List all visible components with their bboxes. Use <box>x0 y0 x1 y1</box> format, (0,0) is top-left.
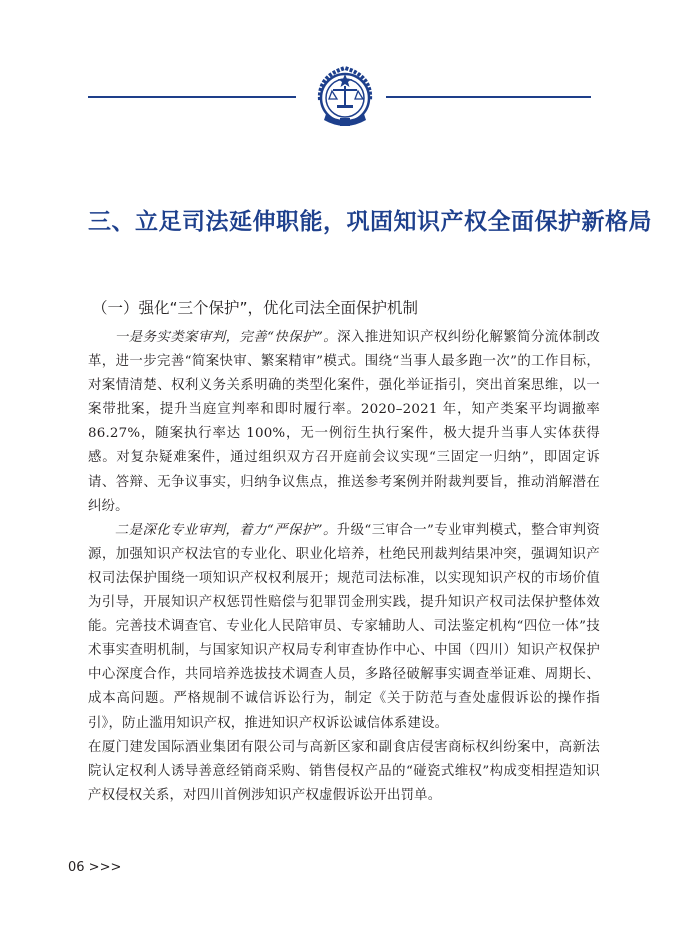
paragraph-1 <box>88 326 600 519</box>
body-text <box>88 326 600 808</box>
subsection-heading: （一）强化“三个保护”，优化司法全面保护机制 <box>92 299 419 317</box>
paragraph-2 <box>88 519 600 736</box>
header-rule-left <box>88 96 296 98</box>
paragraph-3-text: 在厦门建发国际酒业集团有限公司与高新区家和副食店侵害商标权纠纷案中，高新法院认定权利人诱导善意经销商采购、销售侵权产品的“碰瓷式维权”构成变相捏造知识产权侵权关系，对四川首例涉知识产权虚假诉讼开出罚单。 <box>88 739 600 803</box>
page-number: 06 >>> <box>68 860 122 875</box>
paragraph-2-text: 升级“三审合一”专业审判模式，整合审判资源，加强知识产权法官的专业化、职业化培养，杜绝民刑裁判结果冲突，强调知识产权司法保护围绕一项知识产权权利展开；规范司法标准，以实现知识产权的市场价值为引导，开展知识产权惩罚性赔偿与犯罪罚金刑实践，提升知识产权司法保护整体效能。完善技术调查官、专业化人民陪审员、专家辅助人、司法鉴定机构“四位一体”技术事实查明机制，与国家知识产权局专利审查协作中心、中国（四川）知识产权保护中心深度合作，共同培养选拔技术调查人员，多路径破解事实调查举证难、周期长、成本高问题。严格规制不诚信诉讼行为，制定《关于防范与查处虚假诉讼的操作指引》，防止滥用知识产权，推进知识产权诉讼诚信体系建设。 <box>88 522 600 731</box>
paragraph-1-lead: 一是务实类案审判，完善“快保护”。 <box>114 330 338 345</box>
section-heading: 三、立足司法延伸职能，巩固知识产权全面保护新格局 <box>88 209 652 235</box>
paragraph-1-text: 深入推进知识产权纠纷化解繁简分流体制改革，进一步完善“简案快审、繁案精审”模式。围绕“当事人最多跑一次”的工作目标，对案情清楚、权利义务关系明确的类型化案件，强化举证指引，突出首案思维，以一案带批案，提升当庭宣判率和即时履行率。2020–2021 年，知产类案平均调撤率 86.27%，随案执行率达 100%，无一例衍生执行案件，极大提升当事人实体获得感。对复杂疑难案件，通过组织双方召开庭前会议实现“三固定一归纳”，即固定诉请、答辩、无争议事实，归纳争议焦点，推送参考案例并附裁判要旨，推动消解潜在纠纷。 <box>88 330 600 514</box>
page-header <box>0 62 700 132</box>
paragraph-3 <box>88 736 600 808</box>
court-emblem-icon <box>312 62 378 132</box>
paragraph-2-lead: 二是深化专业审判，着力“严保护”。 <box>114 522 337 538</box>
header-rule-right <box>386 96 591 98</box>
